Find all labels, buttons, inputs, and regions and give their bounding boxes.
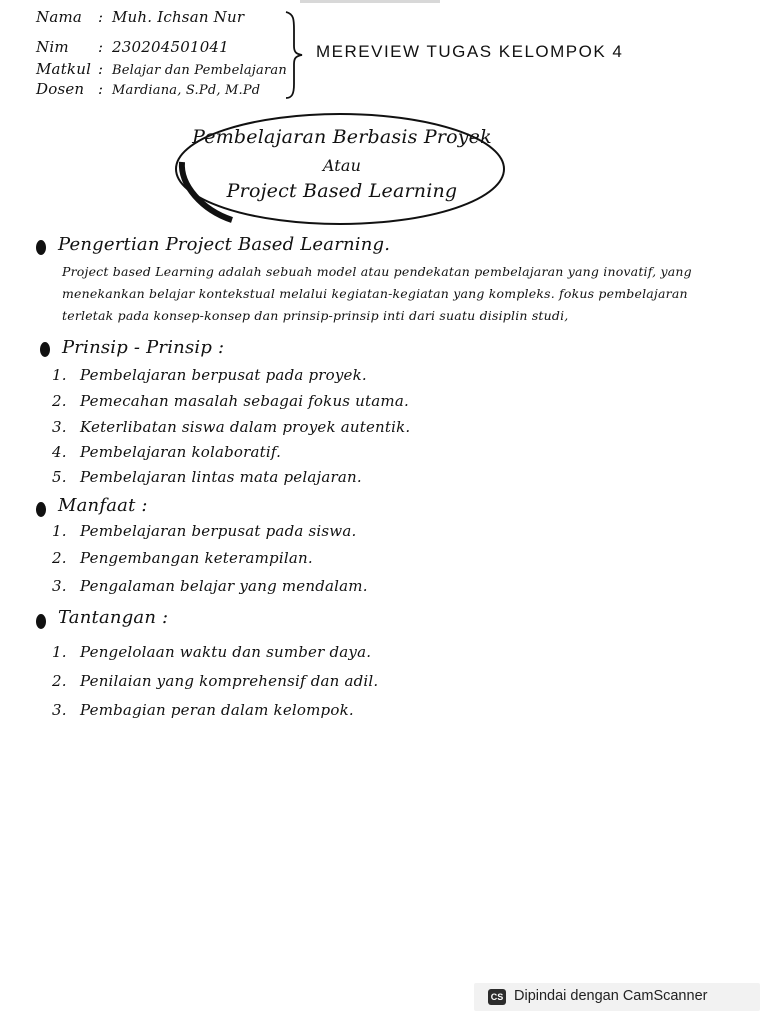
item-text: Pemecahan masalah sebagai fokus utama. — [80, 392, 409, 410]
header-value: Belajar dan Pembelajaran — [112, 63, 287, 78]
item-number: 2. — [52, 392, 67, 410]
section-bullet-icon — [36, 502, 46, 517]
header-label: Dosen — [36, 80, 85, 98]
section-heading-tantangan: Tantangan : — [58, 607, 169, 628]
list-item — [52, 522, 356, 540]
item-text: Pembelajaran berpusat pada proyek. — [80, 366, 367, 384]
list-item — [52, 366, 367, 384]
camscanner-watermark — [474, 983, 760, 1011]
title-line-1: Pembelajaran Berbasis Proyek — [192, 126, 492, 148]
list-item — [52, 643, 371, 661]
item-text: Pembelajaran lintas mata pelajaran. — [80, 468, 362, 486]
item-number: 3. — [52, 701, 67, 719]
list-item — [52, 549, 313, 567]
curly-brace-icon — [282, 10, 304, 100]
header-value: 230204501041 — [112, 38, 229, 56]
item-number: 4. — [52, 443, 67, 461]
item-text: Penilaian yang komprehensif dan adil. — [80, 672, 379, 690]
header-colon: : — [98, 80, 104, 98]
assignment-title: MEREVIEW TUGAS KELOMPOK 4 — [316, 42, 624, 61]
item-text: Pembelajaran berpusat pada siswa. — [80, 522, 357, 540]
section-bullet-icon — [36, 240, 46, 255]
item-text: Pembagian peran dalam kelompok. — [80, 701, 354, 719]
header-label: Nim — [36, 38, 69, 56]
header-label: Matkul — [36, 60, 92, 78]
header-colon: : — [98, 60, 104, 78]
item-number: 1. — [52, 522, 67, 540]
header-value: Mardiana, S.Pd, M.Pd — [112, 83, 261, 98]
section-heading-prinsip: Prinsip - Prinsip : — [62, 337, 225, 358]
header-row-nim — [36, 38, 229, 62]
item-number: 3. — [52, 418, 67, 436]
header-colon: : — [98, 8, 104, 26]
item-number: 2. — [52, 672, 67, 690]
scan-edge-mark — [300, 0, 440, 3]
item-text: Pembelajaran kolaboratif. — [80, 443, 282, 461]
section-heading-manfaat: Manfaat : — [58, 495, 148, 516]
item-text: Keterlibatan siswa dalam proyek autentik. — [80, 418, 411, 436]
title-line-2: Atau — [322, 156, 362, 175]
header-value: Muh. Ichsan Nur — [112, 8, 245, 26]
paragraph-line: Project based Learning adalah sebuah model atau pendekatan pembelajaran yang inovatif, yang — [62, 264, 692, 279]
item-number: 5. — [52, 468, 67, 486]
list-item — [52, 418, 410, 436]
list-item — [52, 577, 368, 595]
item-text: Pengalaman belajar yang mendalam. — [80, 577, 368, 595]
header-label: Nama — [36, 8, 83, 26]
camscanner-logo-icon: CS — [488, 989, 506, 1005]
item-number: 1. — [52, 366, 67, 384]
section-bullet-icon — [40, 342, 50, 357]
paragraph-line: terletak pada konsep-konsep dan prinsip-prinsip inti dari suatu disiplin studi, — [62, 308, 569, 323]
section-heading-pengertian: Pengertian Project Based Learning. — [58, 234, 391, 255]
list-item — [52, 672, 378, 690]
camscanner-text: Dipindai dengan CamScanner — [514, 988, 708, 1004]
item-text: Pengelolaan waktu dan sumber daya. — [80, 643, 372, 661]
header-colon: : — [98, 38, 104, 56]
title-line-3: Project Based Learning — [226, 180, 458, 202]
list-item — [52, 443, 281, 461]
header-row-dosen — [36, 80, 260, 104]
list-item — [52, 392, 409, 410]
header-row-nama — [36, 8, 244, 32]
item-text: Pengembangan keterampilan. — [80, 549, 313, 567]
item-number: 3. — [52, 577, 67, 595]
item-number: 2. — [52, 549, 67, 567]
section-bullet-icon — [36, 614, 46, 629]
list-item — [52, 468, 362, 486]
paragraph-line: menekankan belajar kontekstual melalui kegiatan-kegiatan yang kompleks. fokus pembelajaran — [62, 286, 688, 301]
item-number: 1. — [52, 643, 67, 661]
list-item — [52, 701, 354, 719]
